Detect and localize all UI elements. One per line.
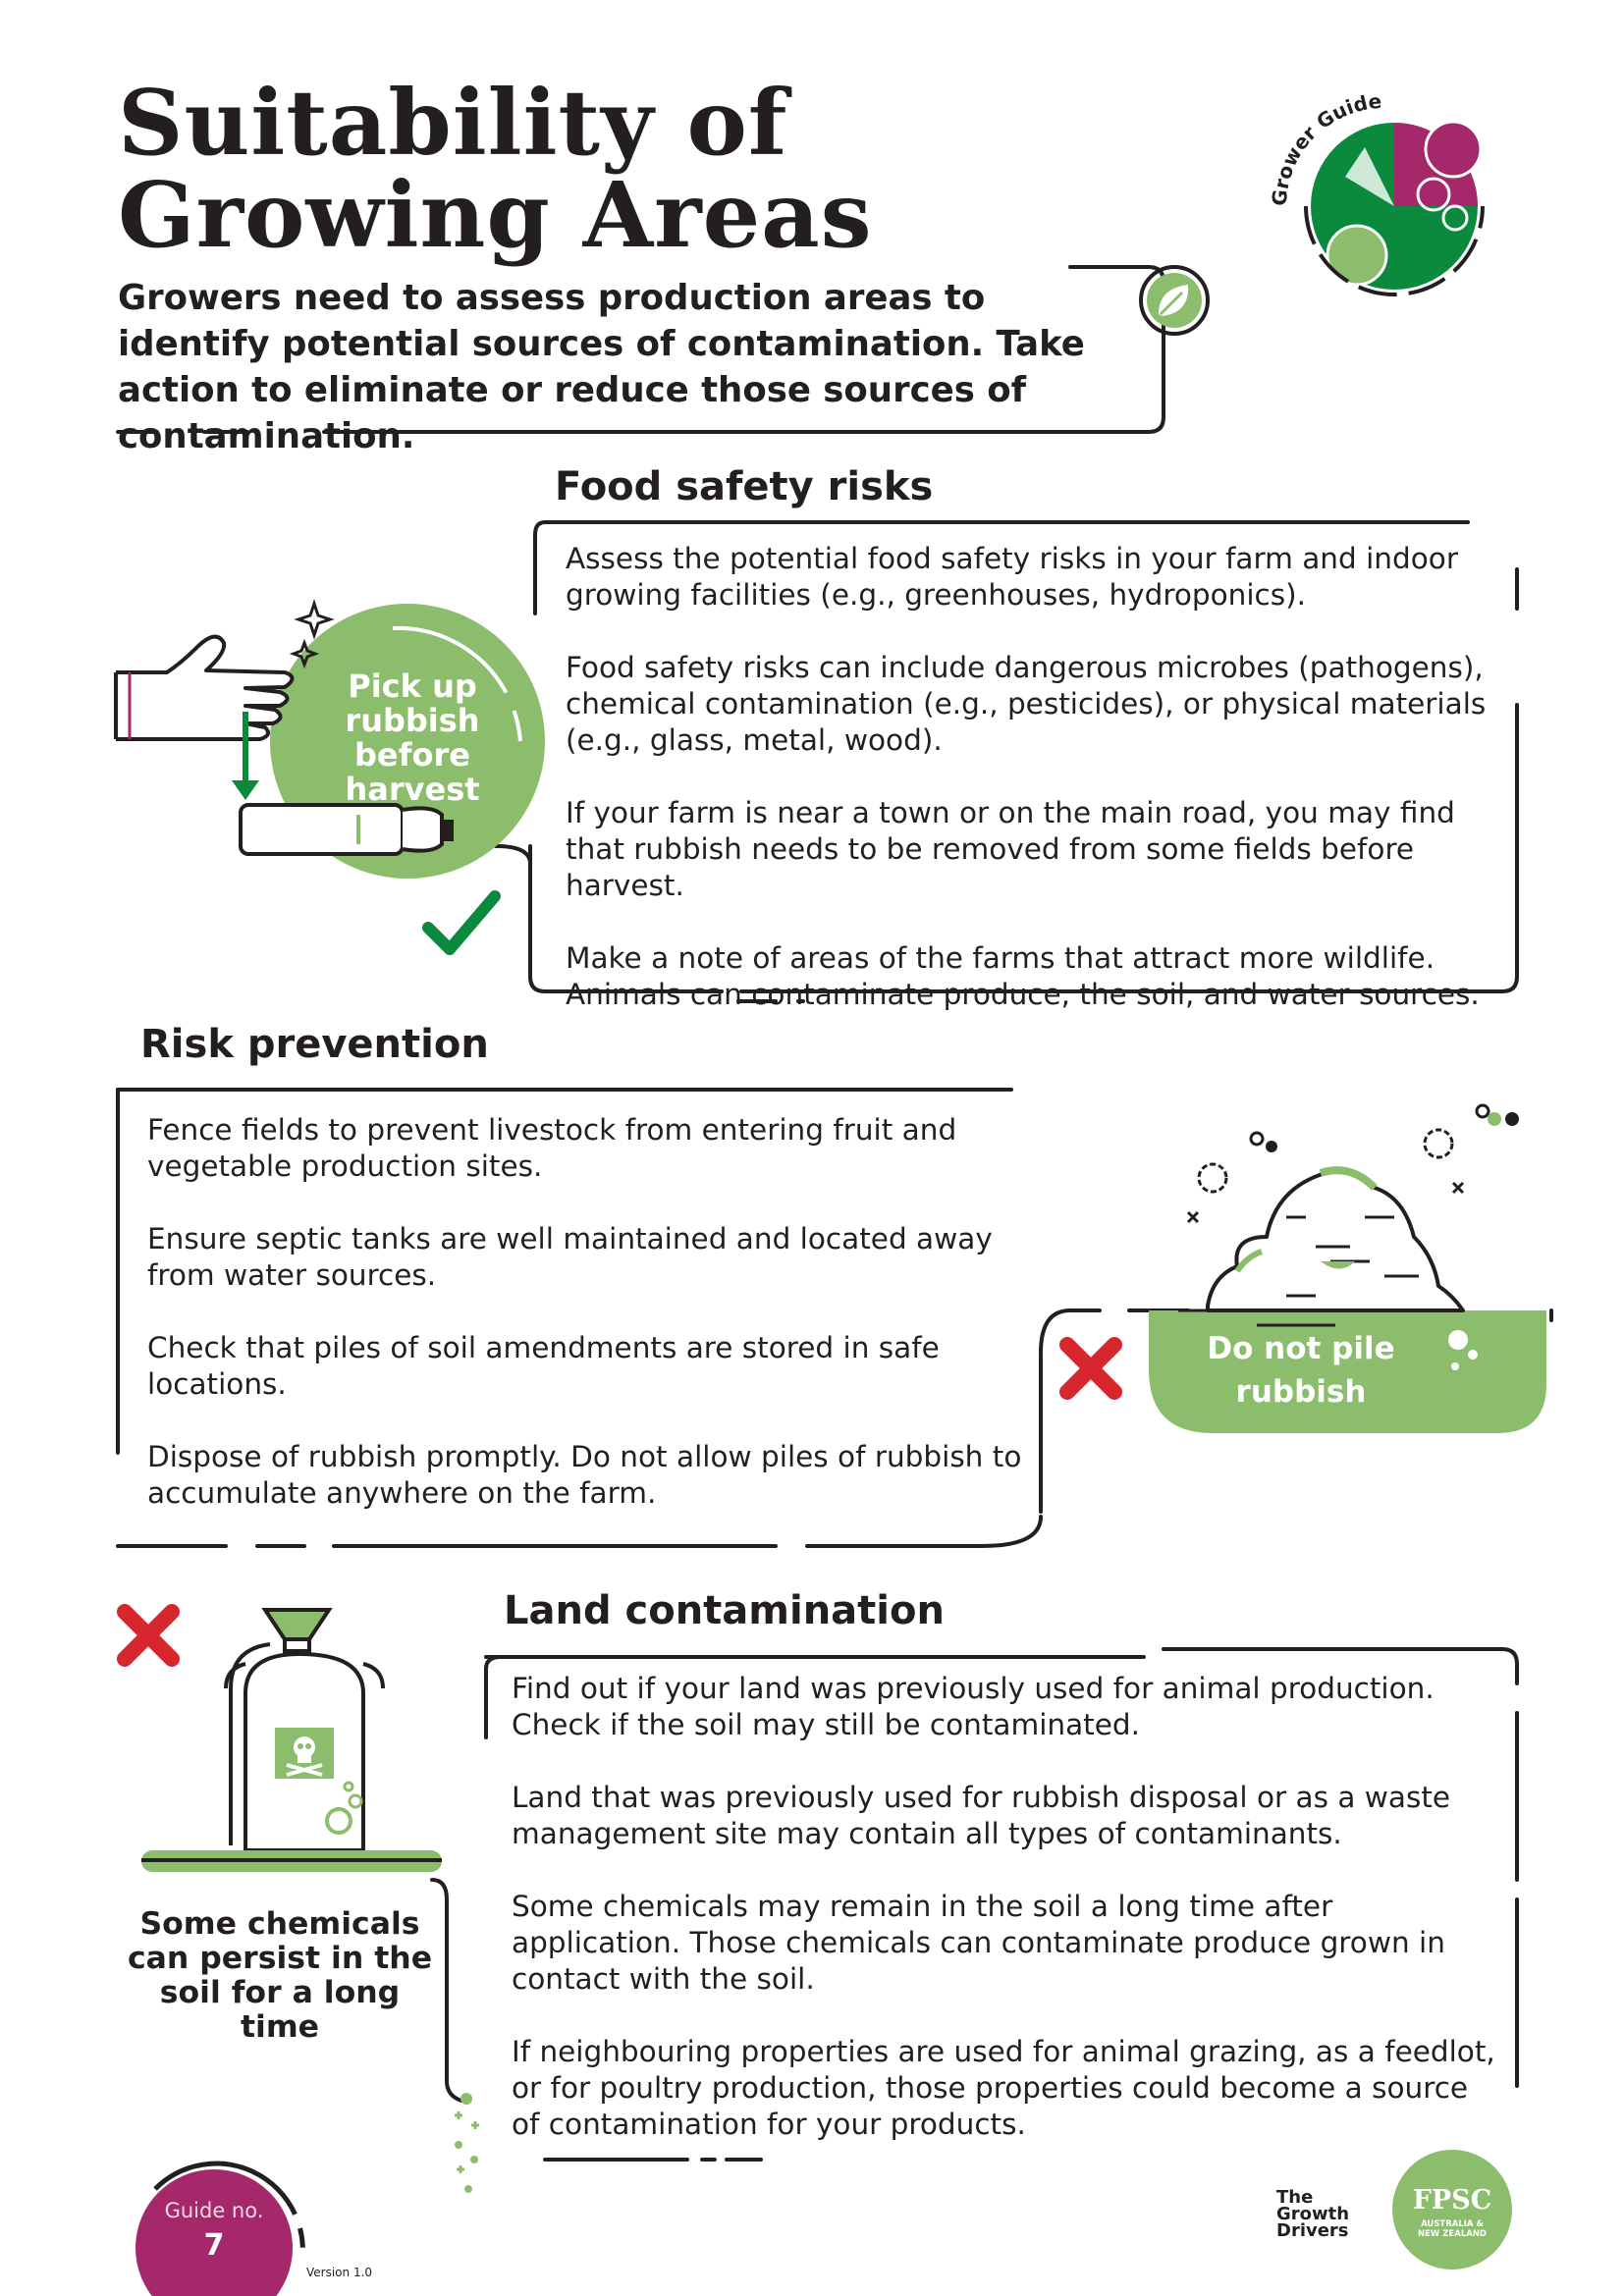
risk-prevention-paragraph: Check that piles of soil amendments are stored in safe locations. (147, 1331, 940, 1401)
land-contamination-body (512, 1671, 1503, 2143)
food-safety-paragraph: Assess the potential food safety risks in your farm and indoor growing facilities (e.g., greenhouses, hydroponics). (566, 542, 1458, 612)
land-contamination-paragraph: Some chemicals may remain in the soil a long time after application. Those chemicals can contaminate produce grown in contact with the soil. (512, 1890, 1445, 1996)
risk-prevention-paragraph: Dispose of rubbish promptly. Do not allow piles of rubbish to accumulate anywhere on the farm. (147, 1440, 1022, 1510)
guide-label: Guide no. (164, 2199, 264, 2222)
version-label: Version 1.0 (306, 2266, 373, 2279)
fpsc-title: FPSC (1412, 2185, 1492, 2216)
risk-prevention-paragraph: Ensure septic tanks are well maintained and located away from water sources. (147, 1222, 993, 1292)
food-safety-heading: Food safety risks (555, 464, 934, 509)
check-icon (422, 888, 501, 962)
growth-logo-line: Drivers (1276, 2220, 1349, 2241)
fpsc-subtitle: NEW ZEALAND (1418, 2229, 1487, 2239)
intro-text: Growers need to assess production areas to identify potential sources of contamination. Take action to eliminate or reduce those sources of contamination. (118, 278, 1085, 456)
grower-guides-emblem (1247, 69, 1542, 304)
guide-number: 7 (203, 2228, 225, 2263)
growth-logo-line: The (1276, 2187, 1314, 2208)
green-dots-decoration (447, 2091, 486, 2199)
chemicals-caption: Some chemicals can persist in the soil for a long time (127, 1906, 433, 2045)
food-safety-paragraph: Food safety risks can include dangerous microbes (pathogens), chemical contamination (e.g., pesticides), or physical materials (e.g., glass, metal, wood). (566, 651, 1487, 757)
food-safety-paragraph: Make a note of areas of the farms that attract more wildlife. Animals can contaminate produce, the soil, and water sources. (566, 941, 1480, 1011)
fpsc-subtitle: AUSTRALIA & (1421, 2219, 1484, 2229)
chemical-sprayer-illustration (137, 1600, 452, 1885)
food-safety-body (566, 541, 1498, 1013)
red-x-icon (1057, 1335, 1124, 1402)
fpsc-logo (1392, 2150, 1512, 2269)
growth-drivers-logo (1276, 2189, 1365, 2239)
do-not-pile-rubbish-badge: Do not pile rubbish (1207, 1331, 1395, 1410)
food-safety-paragraph: If your farm is near a town or on the main road, you may find that rubbish needs to be removed from some fields before harvest. (566, 796, 1455, 902)
leaf-icon (1137, 263, 1212, 338)
grower-guides-logo (1247, 69, 1542, 304)
land-contamination-paragraph: Land that was previously used for rubbish disposal or as a waste management site may contain all types of contaminants. (512, 1781, 1451, 1850)
land-contamination-heading: Land contamination (504, 1588, 945, 1633)
land-contamination-paragraph: Find out if your land was previously used for animal production. Check if the soil may still be contaminated. (512, 1672, 1435, 1741)
growth-logo-line: Growth (1276, 2204, 1350, 2224)
risk-prevention-paragraph: Fence fields to prevent livestock from entering fruit and vegetable production sites. (147, 1113, 957, 1183)
logo-arc-label: Grower Guide (1267, 88, 1383, 207)
page-title: Suitability of Growing Areas (118, 70, 873, 268)
risk-prevention-body (147, 1112, 1041, 1512)
pick-up-rubbish-badge: Pick up rubbish before harvest (345, 667, 480, 808)
land-contamination-paragraph: If neighbouring properties are used for animal grazing, as a feedlot, or for poultry production, those properties could become a source of contamination for your products. (512, 2035, 1495, 2141)
risk-prevention-heading: Risk prevention (140, 1022, 489, 1067)
